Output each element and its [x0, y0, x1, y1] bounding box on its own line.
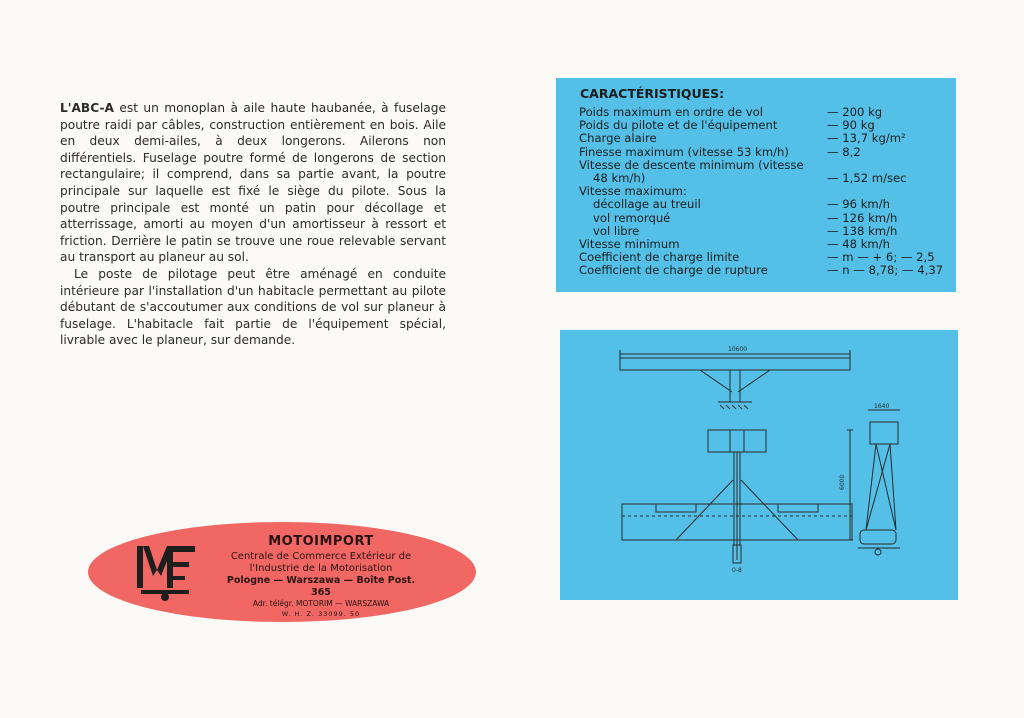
- company-line-1: Centrale de Commerce Extérieur de: [230, 551, 412, 562]
- description-paragraph-2: Le poste de pilotage peut être aménagé en conduite intérieure par l'installation d'un habitacle permettant au pilote débutant de s'accoutumer aux conditions de vol sur planeur à fuselage. L'habitacle fait partie de l'équipement spécial, livrable avec le planeur, sur demande.: [60, 266, 446, 348]
- company-info: [216, 534, 426, 619]
- spec-label: Coefficient de charge de rupture: [579, 264, 768, 278]
- spec-row: [579, 172, 949, 185]
- motoimport-logo-block: [88, 522, 476, 622]
- spec-label: Finesse maximum (vitesse 53 km/h): [579, 145, 789, 159]
- spec-value: — 126 km/h: [827, 210, 898, 225]
- spec-row: [579, 146, 949, 159]
- description-text: [60, 100, 446, 349]
- spec-label: 48 km/h): [593, 172, 646, 186]
- spec-value: — 138 km/h: [827, 223, 898, 238]
- spec-value: — 13,7 kg/m²: [827, 131, 906, 146]
- description-lead: L'ABC-A: [60, 101, 114, 115]
- spec-row: [579, 106, 949, 119]
- company-telegram: Adr. télégr. MOTORIM — WARSZAWA: [252, 599, 390, 608]
- spec-value: — 200 kg: [827, 105, 883, 119]
- spec-label: décollage au treuil: [593, 198, 701, 212]
- length-dimension-label: 6000: [839, 474, 846, 490]
- motoimport-mf-logo-icon: [133, 540, 199, 602]
- spec-label: Vitesse minimum: [579, 238, 680, 252]
- company-line-2: l'Industrie de la Motorisation: [249, 562, 393, 574]
- spec-row: [579, 264, 949, 277]
- span-dimension-label: 10600: [728, 346, 748, 353]
- front-view-wing: [620, 358, 850, 370]
- spec-value: — 48 km/h: [827, 237, 890, 252]
- company-name: MOTOIMPORT: [268, 534, 374, 549]
- specifications-list: [579, 106, 949, 278]
- spec-label: Poids maximum en ordre de vol: [579, 106, 763, 119]
- spec-label: vol libre: [593, 224, 640, 238]
- side-view-cockpit: [860, 530, 896, 544]
- spec-value: — n — 8,78; — 4,37: [827, 263, 944, 278]
- specifications-title: CARACTÉRISTIQUES:: [580, 86, 725, 101]
- description-paragraph-1: [60, 100, 446, 266]
- spec-label: Vitesse de descente minimum (vitesse: [579, 158, 804, 172]
- spec-value: — 8,2: [827, 144, 861, 159]
- spec-row: [579, 185, 949, 198]
- spec-label: Charge alaire: [579, 132, 657, 146]
- spec-row: [579, 132, 949, 145]
- spec-label: vol remorqué: [593, 211, 671, 225]
- spec-value: — 96 km/h: [827, 197, 890, 212]
- height-dimension-label: 1640: [874, 403, 890, 410]
- description-paragraph-1-body: est un monoplan à aile haute haubanée, à fuselage poutre raidi par câbles, construction entièrement en bois. Aile en deux demi-ailes, à deux longerons. Ailerons non différentiels. Fuselage poutre formé de longerons de section rectangulaire; il comprend, dans sa partie avant, la poutre principale sur laquelle est fixé le siège du pilote. Sous la poutre principale est monté un patin pour décollage et atterrissage, amorti au moyen d'un amortisseur à ressort et friction. Derrière le patin se trouve une roue relevable servant au transport au planeur au sol.: [60, 101, 446, 265]
- tail-plane: [708, 430, 766, 452]
- spec-row: [579, 212, 949, 225]
- glider-three-view-drawing: [560, 330, 958, 600]
- spec-label: Poids du pilote et de l'équipement: [579, 119, 778, 133]
- spec-label: Coefficient de charge limite: [579, 251, 740, 265]
- spec-value: — 90 kg: [827, 118, 875, 133]
- tail-dimension-label: 0-8: [732, 567, 742, 574]
- print-reference: W. H. Z. 33099. 50: [281, 610, 361, 618]
- spec-value: — 1,52 m/sec: [827, 171, 907, 186]
- three-view-drawing-panel: [560, 330, 958, 600]
- side-view-fin: [870, 422, 898, 444]
- company-address: Pologne — Warszawa — Boîte Post. 365: [226, 575, 416, 598]
- specifications-panel: [556, 78, 956, 292]
- spec-row: [579, 198, 949, 211]
- spec-row: [579, 225, 949, 238]
- spec-value: — m — + 6; — 2,5: [827, 250, 935, 265]
- spec-label: Vitesse maximum:: [579, 185, 687, 199]
